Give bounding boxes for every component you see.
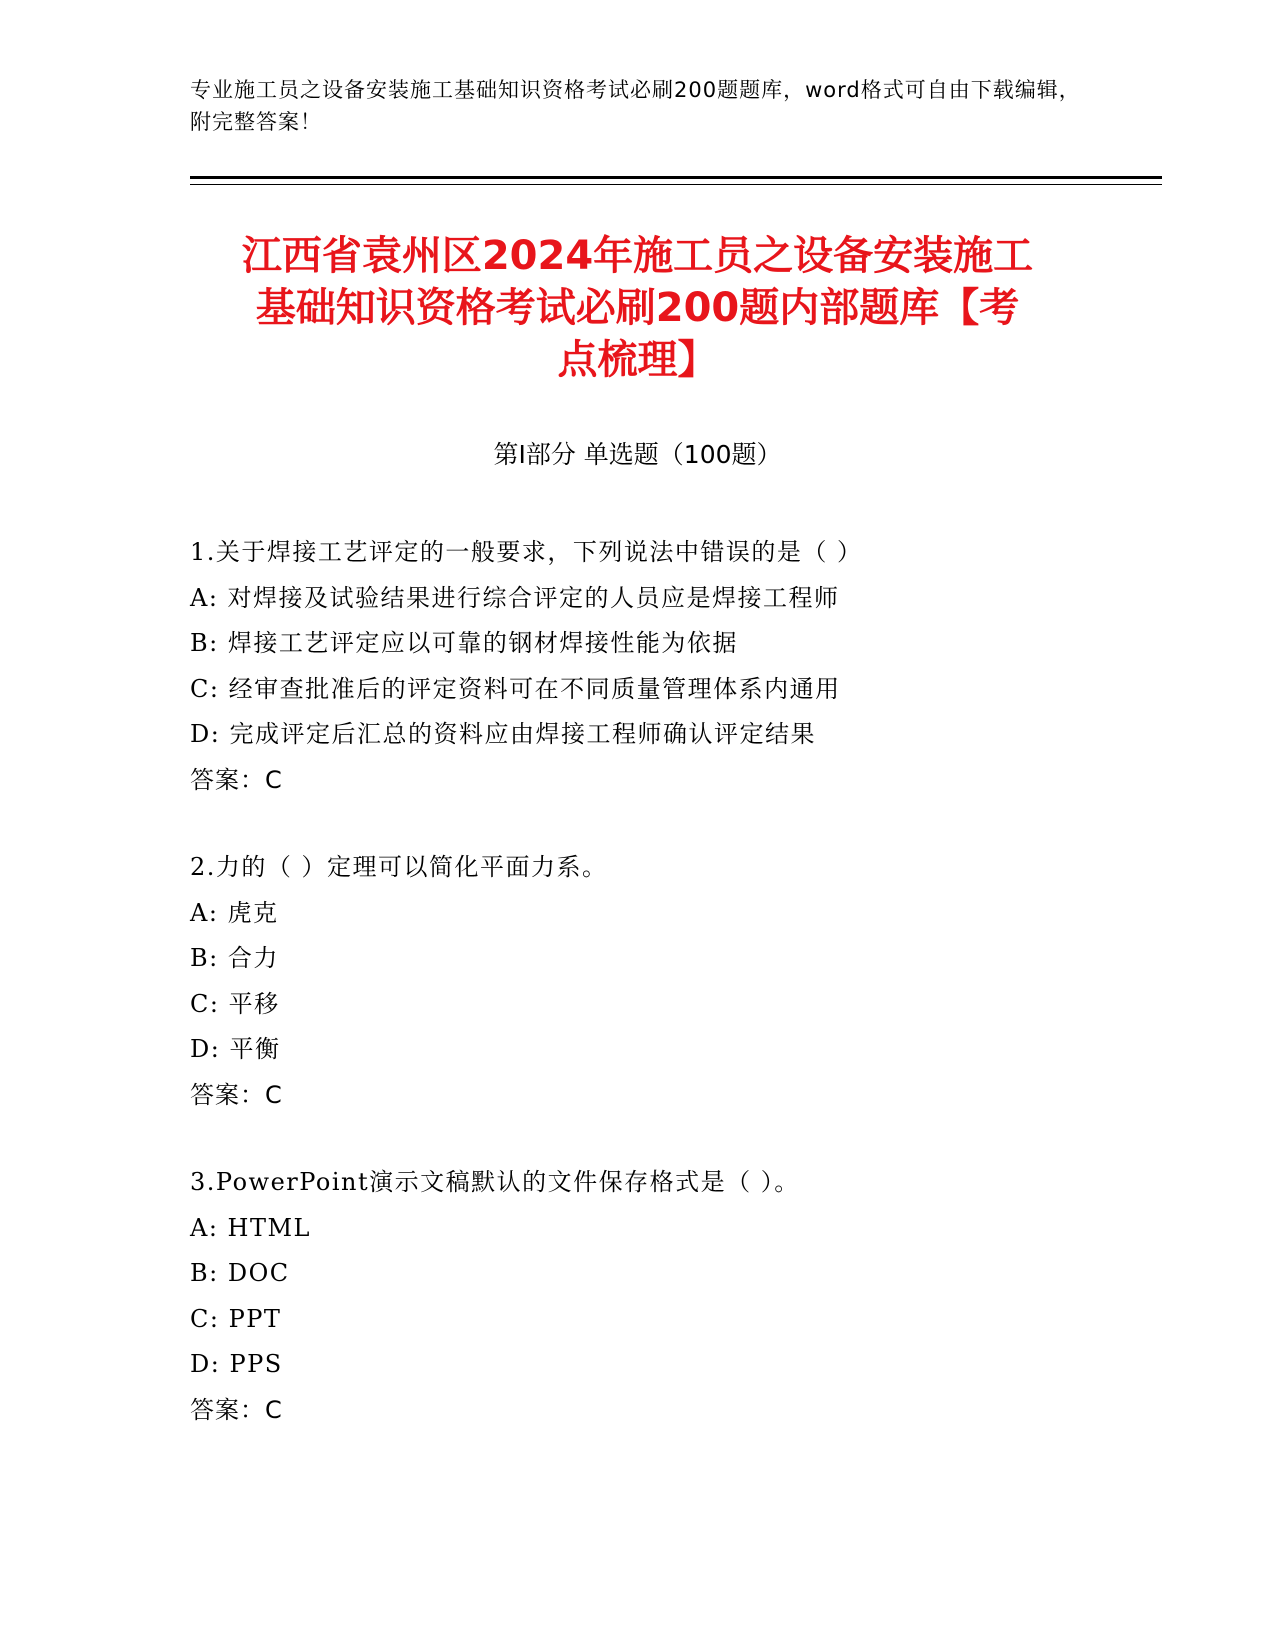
option-b: B: DOC (190, 1259, 290, 1287)
option-d: D: PPS (190, 1350, 283, 1378)
option-a: A: 虎克 (190, 898, 279, 927)
option-a: A: 对焊接及试验结果进行综合评定的人员应是焊接工程师 (190, 583, 840, 612)
option-c: C: PPT (190, 1304, 282, 1333)
option-b: B: 合力 (190, 944, 279, 972)
document-title-line: 基础知识资格考试必刷200题内部题库【考 (255, 285, 1020, 331)
document-title-line: 江西省袁州区2024年施工员之设备安装施工 (241, 233, 1034, 279)
question-stem: 1.关于焊接工艺评定的一般要求，下列说法中错误的是（ ） (190, 538, 863, 566)
section-heading: 第Ⅰ部分 单选题（100题） (493, 440, 782, 469)
option-a: A: HTML (190, 1213, 311, 1242)
option-c: C: 平移 (190, 989, 280, 1018)
question-stem: 3.PowerPoint演示文稿默认的文件保存格式是（ ）。 (190, 1168, 800, 1196)
answer-text: 答案：C (190, 765, 283, 794)
answer-text: 答案：C (190, 1080, 283, 1109)
document-title-line: 点梳理】 (557, 337, 718, 383)
option-d: D: 完成评定后汇总的资料应由焊接工程师确认评定结果 (190, 720, 816, 748)
option-b: B: 焊接工艺评定应以可靠的钢材焊接性能为依据 (190, 629, 738, 657)
answer-text: 答案：C (190, 1395, 283, 1424)
option-c: C: 经审查批准后的评定资料可在不同质量管理体系内通用 (190, 674, 841, 703)
question-item (190, 845, 1140, 1118)
question-item (190, 530, 1140, 803)
question-list (190, 530, 1140, 1475)
header-divider-thin (190, 184, 1162, 185)
question-item (190, 1160, 1140, 1433)
document-title (170, 230, 1105, 386)
option-d: D: 平衡 (190, 1035, 281, 1063)
question-stem: 2.力的（ ）定理可以简化平面力系。 (190, 853, 608, 881)
header-divider-thick (190, 176, 1162, 179)
header-note: 专业施工员之设备安装施工基础知识资格考试必刷200题题库，word格式可自由下载编辑，附完整答案！ (190, 78, 1081, 134)
